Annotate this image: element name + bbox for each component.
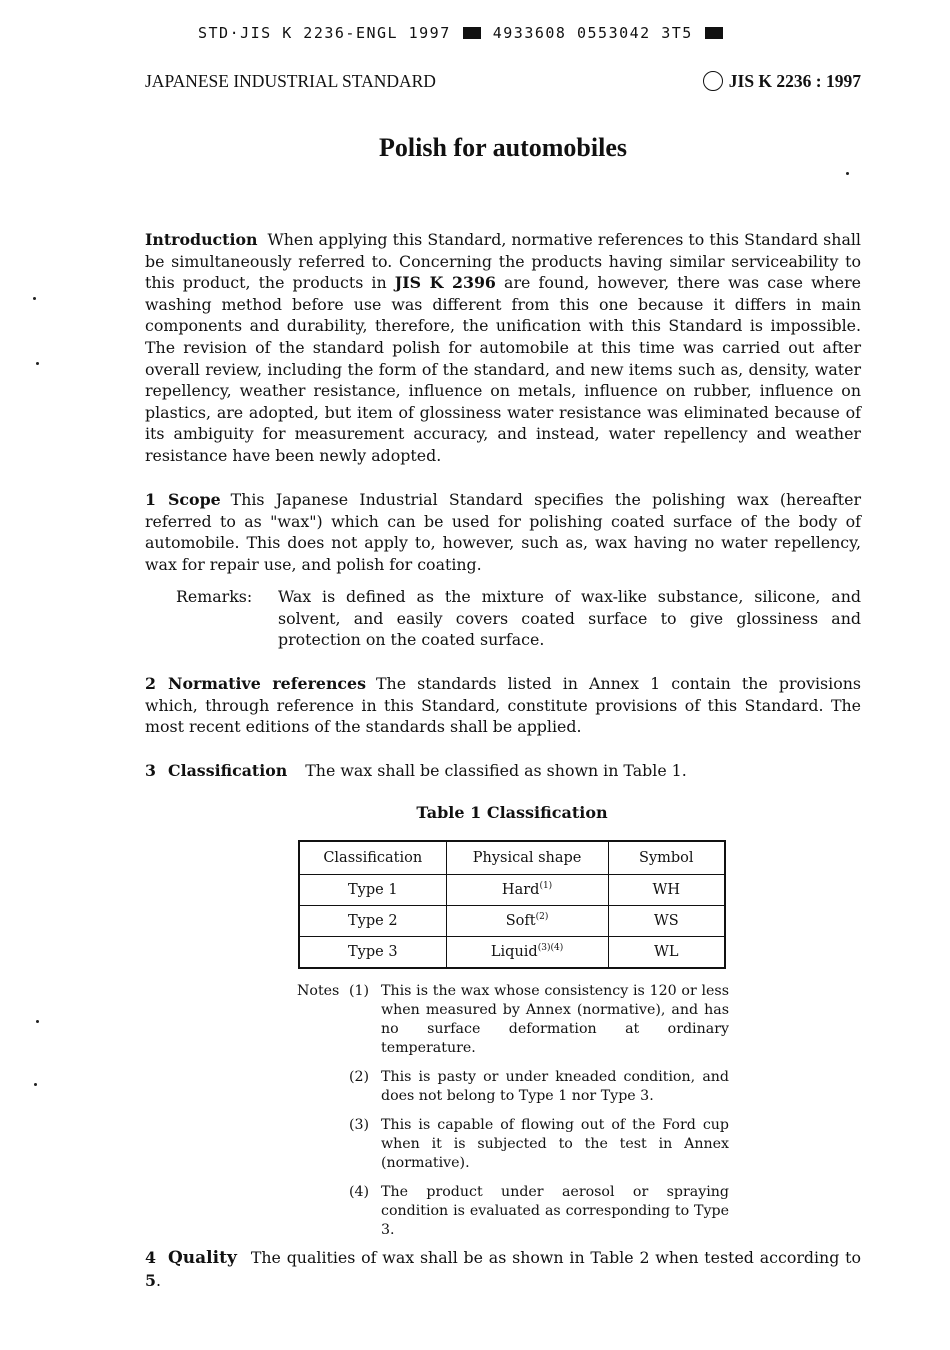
table-row xyxy=(299,875,725,906)
table-cell-symbol: WL xyxy=(608,937,725,969)
scan-speck xyxy=(33,297,36,300)
standard-header xyxy=(145,68,861,94)
scan-header xyxy=(198,22,778,44)
section-ref: 5 xyxy=(145,1270,156,1290)
scan-speck xyxy=(34,1083,37,1086)
table-row xyxy=(299,937,725,969)
table-cell-classification: Type 1 xyxy=(299,875,446,906)
table-cell-symbol: WS xyxy=(608,906,725,937)
standard-number: JIS K 2236 : 1997 xyxy=(728,70,861,91)
table-cell-symbol: WH xyxy=(608,875,725,906)
classification-table xyxy=(298,840,726,969)
table-header-cell: Physical shape xyxy=(446,841,608,875)
scan-header-code: STD·JIS K 2236-ENGL 1997 xyxy=(198,24,451,42)
introduction-text-b: are found, however, there was case where washing method before use was different from this one because it differs in main components and durability, therefore, the unification with this Standard is impossible. The revision of the standard polish for automobile at this time was carried out after overall review, including the form of the standard, and new items such as, density, water repellency, weather resistance, influence on metals, influence on rubber, influence on plastics, are adopted, but item of glossiness water resistance was eliminated because of its ambiguity for measurement accuracy, and instead, water repellency and weather resistance have been newly adopted. xyxy=(145,273,862,465)
table-notes xyxy=(297,982,729,1250)
introduction-text-a: When applying this Standard, normative references to this Standard shall be simultaneously referred to. Concerning the products having similar serviceability to this product, the products in xyxy=(145,230,861,293)
table-cell-shape xyxy=(446,875,608,906)
scan-block-mark xyxy=(463,27,481,39)
note-number: (2) xyxy=(349,1069,370,1085)
section-text: The standards listed in Annex 1 contain the provisions which, through reference in this Standard, constitute provisions of this Standard. The most recent editions of the standards shall be applied. xyxy=(145,674,861,737)
section-heading: Scope xyxy=(168,490,221,509)
section-number: 3 xyxy=(145,761,156,780)
section-heading: Normative references xyxy=(168,674,366,693)
section-text-b: . xyxy=(156,1270,162,1290)
scope-remarks xyxy=(176,586,861,651)
note-number: (3) xyxy=(349,1117,370,1133)
shape-text: Hard xyxy=(501,882,540,898)
remarks-text: Wax is defined as the mixture of wax-like substance, silicone, and solvent, and easily covers coated surface to give glossiness and protection on the coated surface. xyxy=(278,587,861,650)
note-number: (4) xyxy=(349,1184,370,1200)
section-quality xyxy=(145,1247,861,1291)
section-number: 4 xyxy=(145,1248,156,1267)
notes-label: Notes xyxy=(297,983,340,999)
note-text: This is the wax whose consistency is 120 or less when measured by Annex (normative), and has no surface deformation at ordinary temperature. xyxy=(381,983,729,1056)
standard-org: JAPANESE INDUSTRIAL STANDARD xyxy=(145,70,436,91)
note-text: The product under aerosol or spraying condition is evaluated as corresponding to Type 3. xyxy=(381,1184,729,1238)
shape-text: Soft xyxy=(505,913,536,929)
table-cell-shape xyxy=(446,906,608,937)
section-normative-references xyxy=(145,673,861,738)
document-title: Polish for automobiles xyxy=(379,133,627,162)
note-item xyxy=(297,1183,729,1240)
introduction-ref: JIS K 2396 xyxy=(394,273,496,293)
standard-designation xyxy=(703,71,861,92)
section-heading: Quality xyxy=(168,1248,237,1268)
note-ref: (1) xyxy=(539,881,553,892)
introduction-paragraph xyxy=(145,229,861,467)
jis-mark-icon xyxy=(703,71,723,91)
table-row xyxy=(299,906,725,937)
table-header-cell: Symbol xyxy=(608,841,725,875)
section-text: The wax shall be classified as shown in Table 1. xyxy=(305,761,687,780)
section-heading: Classification xyxy=(168,761,288,780)
scan-speck xyxy=(36,362,39,365)
table-header-cell: Classification xyxy=(299,841,446,875)
table-caption: Table 1 Classification xyxy=(416,803,608,822)
table-header-row xyxy=(299,841,725,875)
note-item xyxy=(297,1068,729,1106)
shape-text: Liquid xyxy=(490,944,538,960)
scan-speck xyxy=(846,172,849,175)
note-ref: (2) xyxy=(535,912,549,923)
section-number: 2 xyxy=(145,674,156,693)
scan-header-number: 4933608 0553042 3T5 xyxy=(492,24,693,42)
introduction-heading: Introduction xyxy=(145,230,258,249)
section-number: 1 xyxy=(145,490,156,509)
section-text-a: The qualities of wax shall be as shown in Table 2 when tested according to xyxy=(250,1248,861,1267)
scan-block-mark xyxy=(705,27,723,39)
section-scope xyxy=(145,489,861,575)
table-cell-classification: Type 3 xyxy=(299,937,446,969)
section-classification xyxy=(145,760,861,782)
note-number: (1) xyxy=(349,983,370,999)
note-text: This is capable of flowing out of the Ford cup when it is subjected to the test in Annex (normative). xyxy=(381,1117,729,1171)
note-text: This is pasty or under kneaded condition, and does not belong to Type 1 nor Type 3. xyxy=(381,1069,729,1104)
table-cell-shape xyxy=(446,937,608,969)
remarks-label: Remarks: xyxy=(176,587,253,606)
note-item xyxy=(297,1116,729,1173)
scan-speck xyxy=(36,1020,39,1023)
section-text: This Japanese Industrial Standard specifies the polishing wax (hereafter referred to as "wax") which can be used for polishing coated surface of the body of automobile. This does not apply to, however, such as, wax having no water repellency, wax for repair use, and polish for coating. xyxy=(145,490,861,574)
table-cell-classification: Type 2 xyxy=(299,906,446,937)
note-item xyxy=(297,982,729,1058)
note-ref: (3)(4) xyxy=(537,943,564,954)
